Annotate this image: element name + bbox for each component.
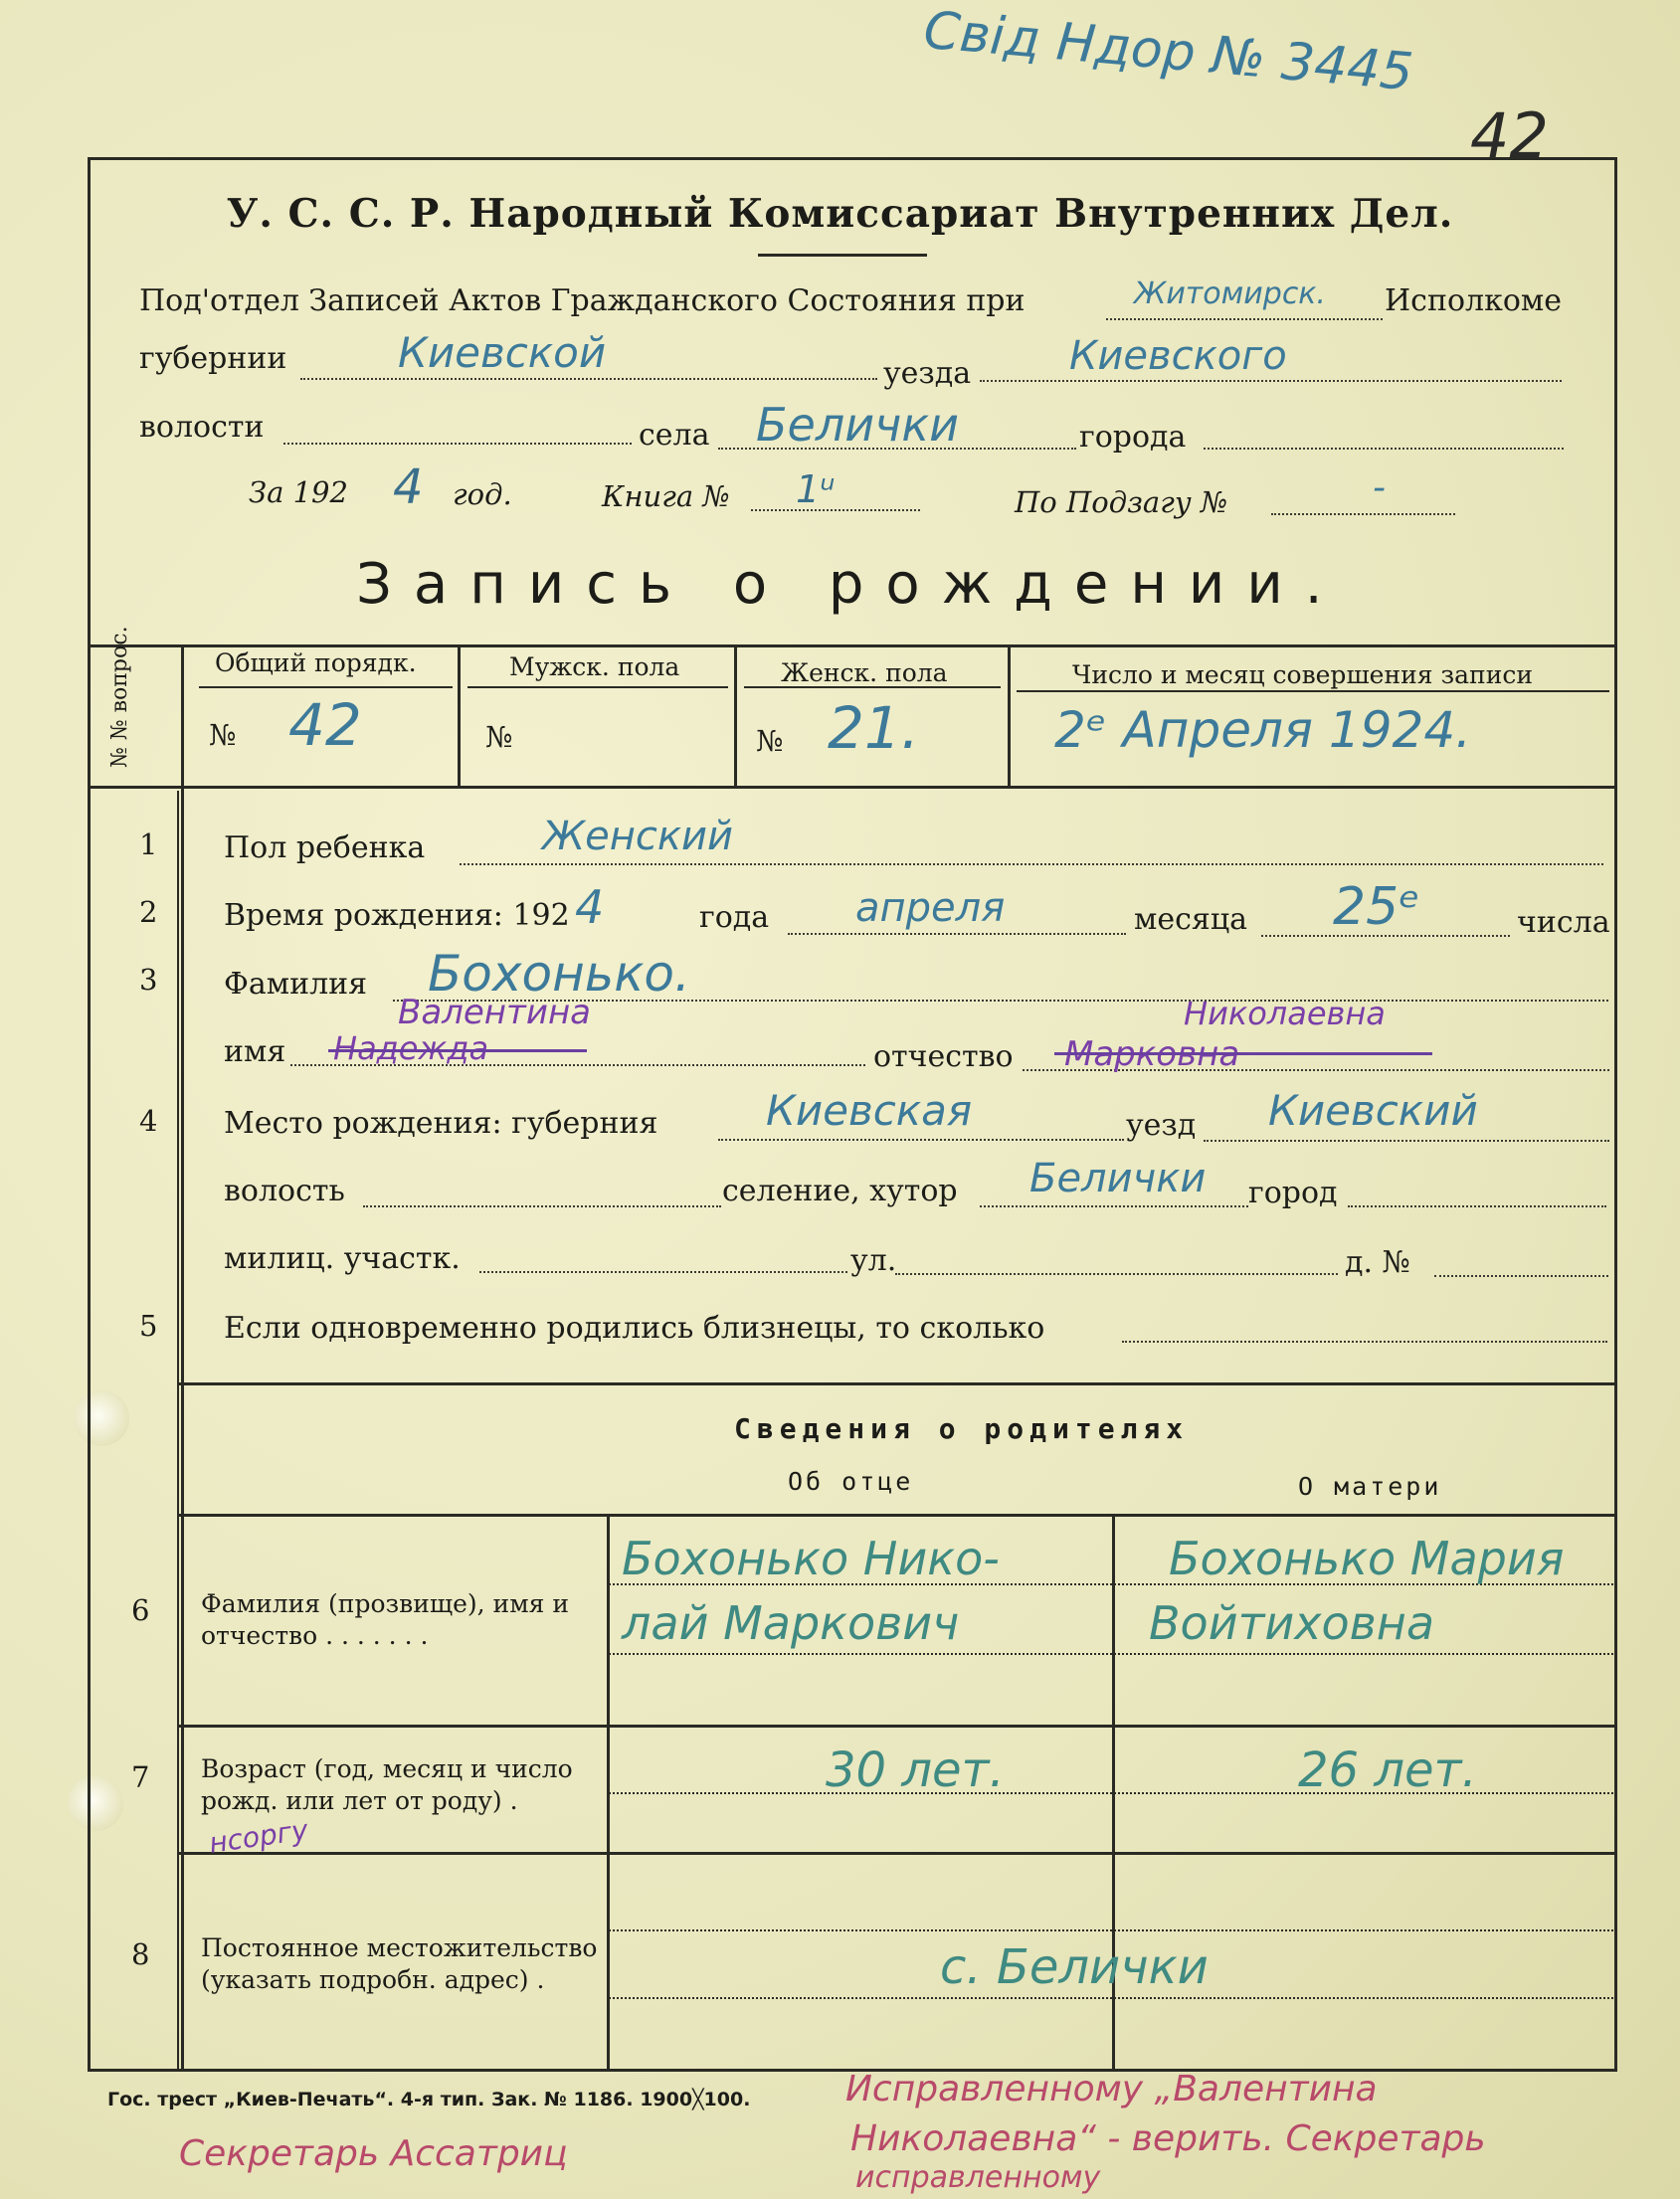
q4-milic-label: милиц. участк. xyxy=(224,1241,461,1276)
col-record-date: Число и месяц совершения записи xyxy=(1072,660,1534,689)
col-question-number: № № вопрос. xyxy=(107,626,132,768)
q4-gubernia-value: Киевская xyxy=(766,1086,973,1135)
record-table-top xyxy=(88,644,1617,647)
q4-selenie-value: Белички xyxy=(1029,1156,1207,1201)
q3-patronymic-strikethrough xyxy=(1054,1052,1432,1055)
parents-label-column-border xyxy=(607,1514,610,2069)
father-name-line-1: Бохонько Нико- xyxy=(622,1532,1000,1585)
q2-year-value: 4 xyxy=(575,880,605,934)
parents-row-6-top xyxy=(177,1514,1617,1517)
col-underline-2 xyxy=(467,686,728,688)
question-number-3: 3 xyxy=(139,963,158,997)
subdept-line xyxy=(1106,318,1383,320)
q1-line xyxy=(460,863,1603,865)
mother-header: О матери xyxy=(1298,1472,1442,1501)
col-male: Мужск. пола xyxy=(509,652,680,681)
q4-gorod-label: город xyxy=(1248,1176,1338,1210)
q6-label-line-2: отчество . . . . . . . xyxy=(201,1621,429,1650)
female-no-sign: № xyxy=(756,724,784,758)
q1-value: Женский xyxy=(542,814,733,859)
row-6-line-2 xyxy=(609,1653,1613,1655)
q4-uezd-line xyxy=(1204,1140,1609,1142)
q8-label-line-1: Постоянное местожительство xyxy=(201,1933,598,1962)
q2-day-value: 25ᵉ xyxy=(1333,877,1420,937)
q2-year-suffix: года xyxy=(699,900,770,935)
uezd-label: уезда xyxy=(883,356,972,391)
q4-d-label: д. № xyxy=(1345,1245,1410,1280)
gubernia-label: губернии xyxy=(139,341,287,376)
parents-row-8-top xyxy=(177,1852,1617,1855)
q7-label-line-1: Возраст (год, месяц и число xyxy=(201,1754,573,1783)
q4-uezd-value: Киевский xyxy=(1268,1086,1478,1135)
question-number-4: 4 xyxy=(139,1104,158,1138)
parents-section-top xyxy=(177,1382,1617,1385)
question-number-7: 7 xyxy=(131,1760,150,1794)
col-general-order: Общий порядк. xyxy=(215,648,417,677)
q3-surname-value: Бохонько. xyxy=(428,945,690,1003)
subdept-label: Под'отдел Записей Актов Гражданского Состояния при xyxy=(139,283,1026,318)
q8-label-line-2: (указать подробн. адрес) . xyxy=(201,1965,545,1994)
q5-line xyxy=(1122,1341,1607,1343)
q4-gubernia-line xyxy=(718,1139,1124,1141)
q3-patronymic-struck: Марковна xyxy=(1064,1034,1240,1074)
podzag-line xyxy=(1271,513,1455,515)
q4-volost-label: волость xyxy=(224,1174,345,1208)
uezd-value: Киевского xyxy=(1069,333,1287,379)
father-age: 30 лет. xyxy=(826,1742,1005,1798)
gorod-line xyxy=(1204,448,1564,450)
margin-scrawl: нсоргу xyxy=(207,1813,310,1860)
selo-label: села xyxy=(639,418,710,453)
q3-surname-label: Фамилия xyxy=(224,967,368,1002)
book-label: Книга № xyxy=(602,479,730,513)
q2-month-value: апреля xyxy=(855,885,1006,931)
male-no-sign: № xyxy=(485,720,513,754)
gubernia-line xyxy=(300,378,877,380)
general-order-value: 42 xyxy=(288,691,362,759)
title-underline xyxy=(758,254,927,257)
residence-value: с. Белички xyxy=(940,1939,1209,1995)
q4-selenie-label: селение, хутор xyxy=(722,1174,958,1208)
q2-day-label: числа xyxy=(1517,905,1610,940)
q7-label-line-2: рожд. или лет от роду) . xyxy=(201,1786,518,1815)
q4-place-label: Место рождения: губерния xyxy=(224,1106,658,1141)
parents-row-7-top xyxy=(177,1725,1617,1728)
uezd-line xyxy=(980,380,1562,382)
sheet-number: 42 xyxy=(1470,99,1549,172)
q6-label-line-1: Фамилия (прозвище), имя и xyxy=(201,1589,570,1618)
q4-d-line xyxy=(1434,1275,1608,1277)
row-8-line-2 xyxy=(609,1997,1613,1999)
q2-month-label: месяца xyxy=(1134,902,1247,937)
q4-volost-line xyxy=(363,1205,721,1207)
q3-patronymic-correction: Николаевна xyxy=(1184,995,1386,1032)
podzag-value: - xyxy=(1373,467,1386,508)
col-border-1 xyxy=(458,644,461,786)
q2-month-line xyxy=(788,933,1126,935)
parents-title: Сведения о родителях xyxy=(734,1412,1190,1445)
archive-stamp-annotation: Свід Ндор № 3445 xyxy=(921,0,1415,103)
book-line xyxy=(751,509,920,511)
q4-uezd-label: уезд xyxy=(1126,1108,1197,1143)
record-table-bottom xyxy=(88,786,1617,789)
question-number-2: 2 xyxy=(139,895,158,929)
question-number-1: 1 xyxy=(139,827,158,861)
correction-note-line-2: Николаевна“ - верить. Секретарь xyxy=(850,2118,1486,2159)
q5-label: Если одновременно родились близнецы, то сколько xyxy=(224,1311,1045,1346)
mother-name-line-2: Войтиховна xyxy=(1149,1596,1435,1650)
row-8-line-1 xyxy=(609,1929,1613,1931)
female-order-value: 21. xyxy=(828,694,920,762)
q2-label: Время рождения: 192 xyxy=(224,898,570,933)
q3-name-correction: Валентина xyxy=(398,993,592,1032)
q3-name-label: имя xyxy=(224,1034,286,1069)
year-label: За 192 xyxy=(249,475,348,509)
q3-name-strikethrough xyxy=(328,1049,587,1052)
year-value: 4 xyxy=(393,459,424,515)
volost-line xyxy=(283,443,632,445)
correction-note-line-1: Исправленному „Валентина xyxy=(845,2069,1378,2109)
col-underline-1 xyxy=(199,686,453,688)
q1-label: Пол ребенка xyxy=(224,830,426,865)
podzag-label: По Подзагу № xyxy=(1015,485,1228,519)
q3-name-struck: Надежда xyxy=(333,1029,489,1067)
col-female: Женск. пола xyxy=(781,658,948,687)
secretary-signature-note: Секретарь Ассатриц xyxy=(179,2133,568,2174)
record-date-value: 2ᵉ Апреля 1924. xyxy=(1054,701,1472,759)
col-border-3 xyxy=(1008,644,1011,786)
father-header: Об отце xyxy=(788,1467,914,1496)
question-number-5: 5 xyxy=(139,1309,158,1343)
question-number-column-border xyxy=(181,644,184,2069)
year-suffix: год. xyxy=(453,477,512,511)
q4-gorod-line xyxy=(1348,1205,1606,1207)
question-number-8: 8 xyxy=(131,1937,150,1971)
general-no-sign: № xyxy=(209,718,237,752)
father-name-line-2: лай Маркович xyxy=(622,1596,960,1650)
question-number-6: 6 xyxy=(131,1593,150,1627)
col-underline-4 xyxy=(1017,690,1609,692)
printer-imprint: Гос. трест „Киев-Печать“. 4-я тип. Зак. № 1186. 1900╳100. xyxy=(107,2089,751,2110)
gubernia-value: Киевской xyxy=(398,328,607,377)
page-title: У. С. С. Р. Народный Комиссариат Внутренних Дел. xyxy=(226,191,1454,237)
selo-value: Белички xyxy=(756,398,960,452)
questions-inner-border xyxy=(177,791,179,2069)
correction-note-line-3: исправленному xyxy=(855,2160,1101,2195)
gorod-label: города xyxy=(1079,420,1187,455)
q4-selenie-line xyxy=(980,1205,1248,1207)
col-border-2 xyxy=(734,644,737,786)
book-value: 1ᵘ xyxy=(796,467,836,511)
subdept-value: Житомирск. xyxy=(1134,276,1326,311)
q4-milic-line xyxy=(479,1271,847,1273)
q4-ul-label: ул. xyxy=(850,1243,897,1278)
volost-label: волости xyxy=(139,410,265,445)
q4-ul-line xyxy=(895,1273,1338,1275)
record-title: Запись о рождении. xyxy=(356,552,1345,617)
mother-name-line-1: Бохонько Мария xyxy=(1169,1532,1565,1585)
q3-patronymic-label: отчество xyxy=(873,1039,1014,1074)
mother-age: 26 лет. xyxy=(1298,1742,1477,1798)
subdept-suffix: Исполкоме xyxy=(1385,283,1562,318)
